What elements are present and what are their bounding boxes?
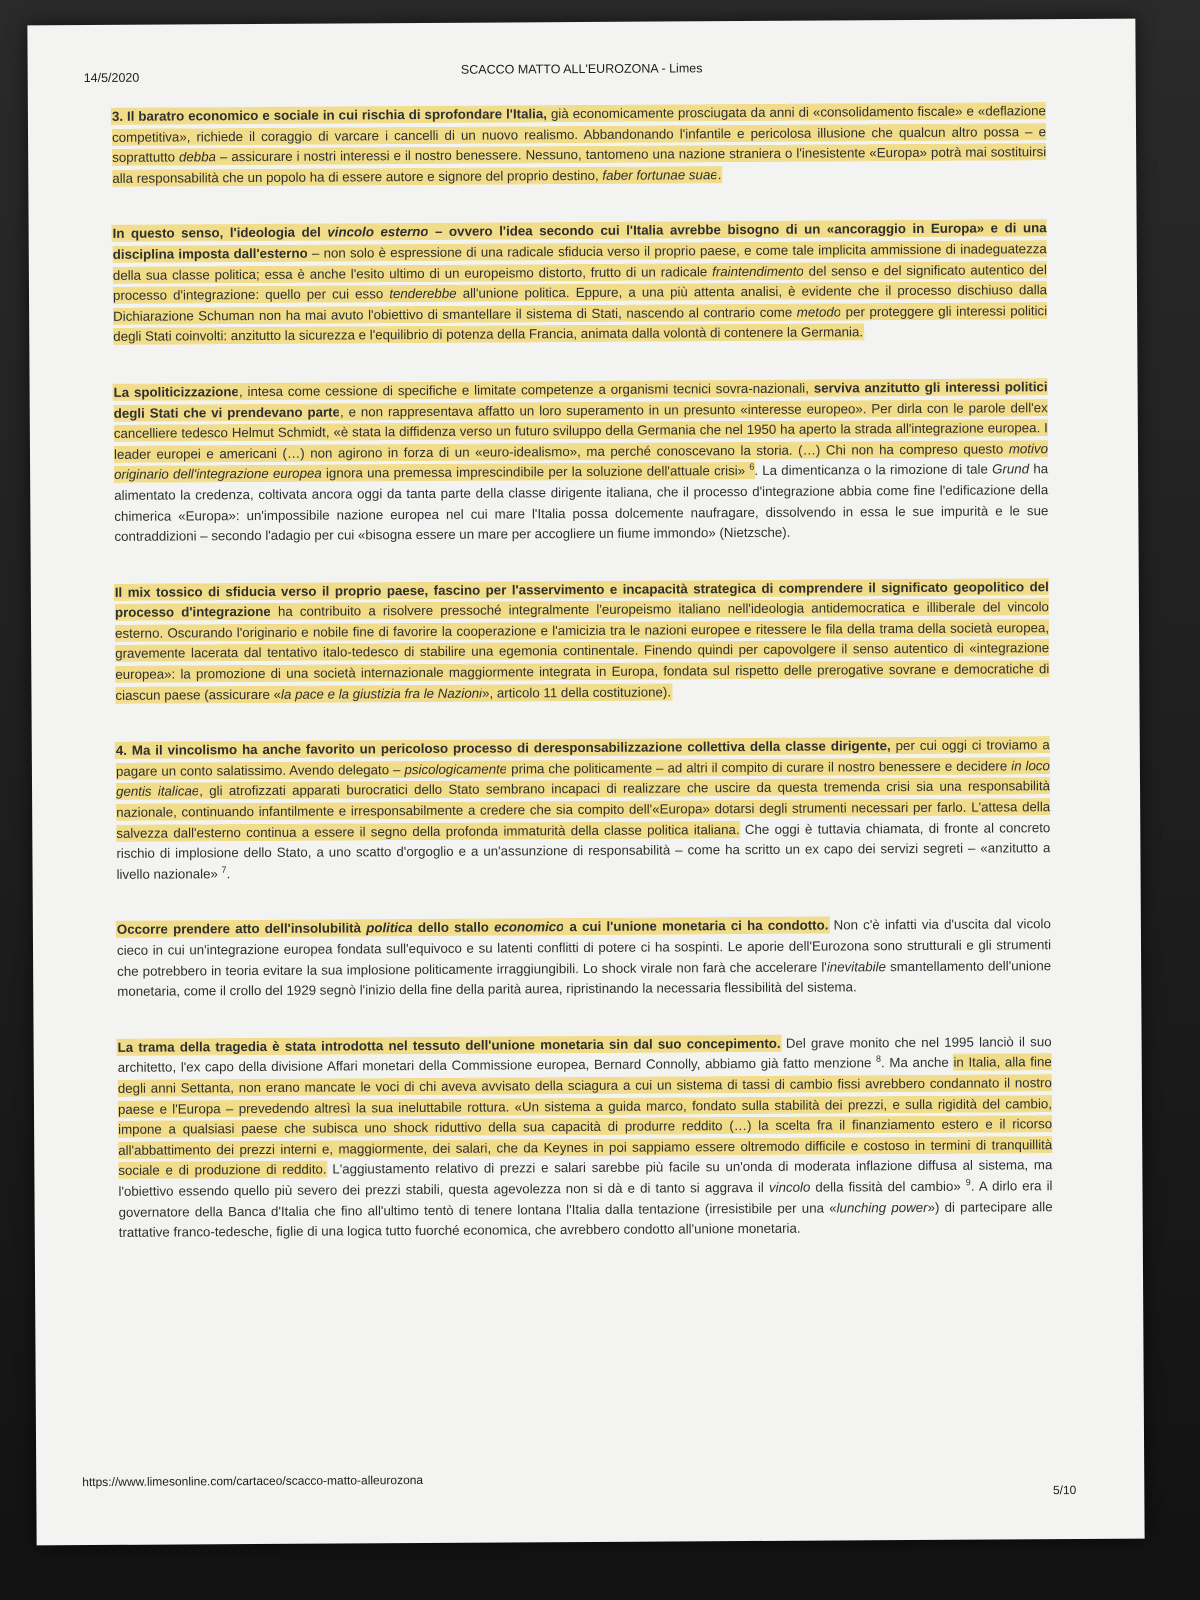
highlighted-text: ignora una premessa imprescindibile per la soluzione dell'attuale crisi» [321, 463, 750, 481]
highlighted-text: a cui l'unione monetaria ci ha condotto. [564, 917, 829, 935]
highlighted-text: », articolo 11 della costituzione). [482, 684, 672, 701]
highlighted-text: serviva anzitutto gli interessi politici degli Stati che vi prendevano parte [113, 379, 1048, 421]
highlighted-text: già economicamente prosciugata da anni di «consolidamento fiscale» e «deflazione competitiva», richiede il coraggio di varcare i cancelli di un nuovo realismo. Abbandonando l'infantile e pericolosa illusione che qualcun altro possa – e soprattutto [112, 103, 1047, 166]
text-run: smantellamento dell'unione monetaria, come il crollo del 1929 segnò l'inizio della fine della parità aurea, ripristinando la necessaria flessibilità del sistema. [117, 957, 1052, 1000]
highlighted-text: Occorre prendere atto dell'insolubilità [116, 920, 367, 938]
highlighted-text: psicologicamente [404, 761, 508, 777]
highlighted-text: faber fortunae suae [602, 166, 718, 183]
highlighted-text: la pace e la giustizia fra le Nazioni [280, 685, 483, 702]
highlighted-text: economico [494, 919, 565, 935]
highlighted-text: ha contribuito a risolvere pressoché integralmente l'europeismo italiano nell'ideologia antidemocratica e illiberale del vincolo esterno. Oscurando l'originario e nobile fine di favorire la cooperazione e l'amicizia tra le nazioni europee e ritessere le fila della trama della società europea, gravemente lacerata dal tentativo italo-tedesco di stabilire una egemonia continentale. Finendo quindi per capovolgere il senso autentico di «integrazione europea»: la promozione di una società internazionale maggiormente integrata in Europa, fondata sul rispetto delle prerogative sovrane e democratiche di ciascun paese (assicurare « [115, 599, 1050, 703]
highlighted-text: metodo [796, 304, 842, 320]
page-number: 5/10 [1052, 1483, 1077, 1498]
highlighted-text: 4. Ma il vincolismo ha anche favorito un pericoloso processo di deresponsabilizzazione collettiva della classe dirigente, [115, 738, 891, 759]
highlighted-text: politica [366, 920, 413, 936]
article-paragraph [114, 377, 1049, 547]
article-paragraph [112, 101, 1046, 189]
text-run: ») di partecipare alle trattative franco-tedesche, figlie di una logica tutto fuorché economica, che avrebbero condotto all'unione monetaria. [118, 1198, 1053, 1240]
text-run: Non c'è infatti via d'uscita dal vicolo cieco in cui un'integrazione europea fondata sull'equivoco e su latenti conflitti di potere ci ha sospinti. Le aporie dell'Eurozona sono strutturali e gli strumenti che potrebbero in teoria evitare la sua implosione politicamente irraggiungibili. Lo shock virale non farà che accelerare l' [116, 916, 1052, 979]
highlighted-text: . [717, 166, 722, 182]
article-paragraph [117, 915, 1051, 1003]
highlighted-text: all'unione politica. Eppure, a una più attenta analisi, è evidente che il processo dischiuso dalla Dichiarazione Schuman non ha mai avuto l'obiettivo di smantellare il sistema di Stati, nascendo al contrario come [113, 282, 1048, 324]
highlighted-text: vincolo esterno [327, 224, 429, 240]
printed-page [27, 19, 1144, 1546]
text-run: . [226, 865, 231, 882]
text-run: Grund [992, 461, 1030, 477]
highlighted-text: prima che politicamente – ad altri il compito di curare il nostro benessere e decidere [507, 758, 1012, 777]
text-run: inevitabile [826, 958, 887, 975]
header-title: SCACCO MATTO ALL'EUROZONA - Limes [460, 61, 703, 77]
highlighted-text: debba [178, 149, 217, 165]
text-run: della fissità del cambio» [810, 1178, 966, 1195]
page-header [83, 61, 1080, 91]
highlighted-text: per cui oggi ci troviamo a pagare un conto salatissimo. Avendo delegato – [115, 737, 1050, 779]
article-paragraph [115, 577, 1050, 706]
highlighted-text: in Italia, alla fine degli anni Settanta, non erano mancate le voci di chi aveva avvisato della sciagura a cui un sistema di tassi di cambio fissi avrebbero condannato il nostro paese e l'Europa – prevedendo altresì la sua ineluttabile rottura. «Un sistema a guida marco, fondato sulla stabilità dei prezzi, e sulla rigidità del cambio, impone a qualsiasi paese che subisca uno shock riduttivo della sua capacità di produrre reddito (…) la scelta fra il finanziamento estero e il ricorso all'abbattimento dei prezzi interni e, maggiormente, dei salari, che da Keynes in poi sappiamo essere oltremodo difficile e costoso in termini di tranquillità sociale e di produzione di reddito. [117, 1054, 1053, 1179]
highlighted-text: in loco gentis italicae [116, 758, 1050, 800]
article-paragraph [113, 219, 1048, 348]
highlighted-text: dello stallo [412, 919, 495, 936]
highlighted-text: 3. Il baratro economico e sociale in cui rischia di sprofondare l'Italia, [111, 106, 547, 124]
highlighted-text: La spoliticizzazione [113, 384, 239, 400]
highlighted-text: La trama della tragedia è stata introdotta nel tessuto dell'unione monetaria sin dal suo concepimento. [117, 1035, 781, 1055]
text-run: . Ma anche [880, 1055, 954, 1071]
text-run: Del grave monito che nel 1995 lanciò il suo architetto, l'ex capo della divisione Affari monetari della Commissione europea, Bernard Connolly, abbiamo già fatto menzione [117, 1033, 1052, 1076]
highlighted-text: , intesa come cessione di specifiche e limitate competenze a organismi tecnici sovra-nazionali, [238, 380, 814, 400]
highlighted-text: – ovvero l'idea secondo cui l'Italia avrebbe bisogno di un «ancoraggio in Europa» e di una disciplina imposta dall'esterno [112, 220, 1047, 262]
highlighted-text: – non solo è espressione di una radicale sfiducia verso il proprio paese, e come tale implicita ammissione di inadeguatezza della sua classe politica; essa è anche l'esito ultimo di un europeismo distorto, frutto di un radicale [112, 241, 1047, 283]
highlighted-text: Il mix tossico di sfiducia verso il proprio paese, fascino per l'asservimento e incapacità strategica di comprendere il significato geopolitico del processo d'integrazione [114, 578, 1049, 621]
text-run: . A dirlo era il governatore della Banca d'Italia che fino all'ultimo tentò di tenere lontana l'Italia dalla tentazione (irresistibile per una « [118, 1178, 1053, 1220]
article-paragraph [118, 1032, 1053, 1244]
footnote-ref: 7 [221, 864, 227, 875]
footnote-ref: 9 [965, 1177, 971, 1188]
article-paragraph [116, 735, 1051, 885]
footnote-ref: 8 [875, 1054, 882, 1065]
highlighted-text: tenderebbe [389, 285, 457, 302]
text-run: Che oggi è tuttavia chiamata, di fronte al concreto rischio di implosione dello Stato, a uno scatto d'orgoglio e a un'assunzione di responsabilità – come ha scritto un ex capo dei servizi segreti – «anzitutto a livello nazionale» [116, 819, 1051, 882]
text-run: . La dimenticanza o la rimozione di tale [754, 461, 993, 479]
highlighted-text: fraintendimento [712, 263, 804, 279]
text-run: lunching power [836, 1199, 928, 1216]
highlighted-text: motivo originario dell'integrazione europea [114, 440, 1049, 483]
highlighted-text: , e non rappresentava affatto un loro superamento in un presunto «interesse europeo». Per dirla con le parole dell'ex cancelliere tedesco Helmut Schmidt, «è stata la diffidenza verso un futuro sviluppo della Germania che nel 1950 ha aperto la strada all'integrazione europea. I leader europei e americani (…) non agirono in forza di un «euro-idealismo», ma perché conoscevano la storia. (…) Chi non ha compreso questo [113, 399, 1048, 462]
text-run: L'aggiustamento relativo di prezzi e salari sarebbe più facile su un'onda di moderata inflazione diffusa al sistema, ma l'obiettivo essendo quello più severo dei prezzi stabili, questa agevolezza non si dà e di tanto si aggrava il [118, 1157, 1053, 1199]
text-run: vincolo [768, 1179, 811, 1195]
article-body [112, 101, 1053, 1278]
highlighted-text: per proteggere gli interessi politici degli Stati coinvolti: anzitutto la sicurezza e l'equilibrio di potenza della Francia, animata dalla volontà di contenere la Germania. [113, 302, 1048, 345]
text-run: ha alimentato la credenza, coltivata ancora oggi da tanta parte della classe dirigente italiana, che il processo d'integrazione abbia come fine l'edificazione della chimerica «Europa»: un'impossibile nazione europea nel cui mare l'Italia possa dolcemente naufragare, dissolvendo in essa le sue impurità e le sue contraddizioni – secondo l'adagio per cui «bisogna essere un mare per accogliere un fiume immondo» (Nietzsche). [114, 461, 1049, 544]
highlighted-text: In questo senso, l'ideologia del [112, 224, 328, 242]
page-footer [82, 1473, 1077, 1498]
highlighted-text: – assicurare i nostri interessi e il nostro benessere. Nessuno, tantomeno una nazione straniera o l'inesistente «Europa» potrà mai sostituirsi alla responsabilità che un popolo ha di essere autore e signore del proprio destino, [112, 144, 1047, 186]
highlighted-text: , gli atrofizzati apparati burocratici dello Stato sembrano incapaci di realizzare che uscire da questa tremenda crisi sia una responsabilità nazionale, continuando infantilmente e irresponsabilmente a credere che sia compito dell'«Europa» dotarsi degli strumenti necessari per farlo. L'attesa della salvezza dall'esterno continua a essere il segno della profonda immaturità della classe politica italiana. [116, 778, 1051, 841]
footnote-ref: 6 [749, 463, 754, 478]
highlighted-text: del senso e del significato autentico del processo d'integrazione: quello per cui esso [112, 261, 1047, 304]
footer-url: https://www.limesonline.com/cartaceo/scacco-matto-alleurozona [82, 1473, 424, 1490]
header-date: 14/5/2020 [83, 70, 140, 86]
